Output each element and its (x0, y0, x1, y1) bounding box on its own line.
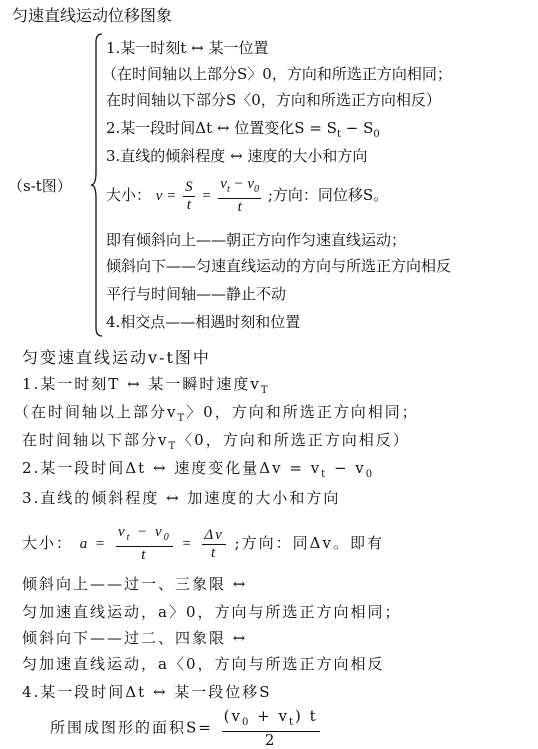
fraction-vt-minus-v0-over-t: $\frac{v_t - v_0}{t}$ (220, 176, 260, 215)
st-line-4: 2.某一段时间Δt ↔ 位置变化$S = S_t - S_0$ (106, 119, 380, 140)
st-line-8: 倾斜向下——匀速直线运动的方向与所选正方向相反 (106, 257, 452, 275)
st-line-1: 1.某一时刻t ↔ 某一位置 (106, 39, 269, 57)
vt-line-9: 倾斜向下——过二、四象限 ↔ (22, 629, 248, 647)
vt-line-12-area-formula: 所围成图形的面积S= $\frac{(v_0 + v_t) t}{2}$ (50, 707, 318, 749)
vt-line-2: （在时间轴以上部分$v_T$〉0，方向和所选正方向相同； (14, 403, 419, 424)
fraction-area: $\frac{(v_0 + v_t) t}{2}$ (223, 707, 318, 749)
vt-line-4: 2.某一段时间Δt ↔ 速度变化量$\Delta v = v_t - v_0$ (22, 459, 375, 480)
vt-line-7: 倾斜向上——过一、三象限 ↔ (22, 575, 248, 593)
group-label-st-graph: （s-t图） (8, 177, 72, 195)
st-line-6-velocity-formula: 大小： v = $\frac{S}{t}$ = $\frac{v_t - v_0}{t}$ ;方向：同位移S。 (106, 176, 389, 215)
st-line-3: 在时间轴以下部分S〈0，方向和所选正方向相反） (106, 91, 441, 109)
st-line-5: 3.直线的倾斜程度 ↔ 速度的大小和方向 (106, 147, 368, 165)
st-line-7: 即有倾斜向上——朝正方向作匀速直线运动； (106, 231, 407, 249)
vt-line-1: 1.某一时刻T ↔ 某一瞬时速度$v_T$ (22, 375, 270, 396)
fraction-dv-over-t: $\frac{\Delta v}{t}$ (204, 526, 224, 561)
section-title-vt-graph: 匀变速直线运动v-t图中 (22, 348, 211, 367)
st-line-9: 平行与时间轴——静止不动 (106, 285, 287, 303)
fraction-vt-minus-v0-over-t: $\frac{v_t - v_0}{t}$ (117, 524, 171, 563)
vt-line-6-acceleration-formula: 大小： a = $\frac{v_t - v_0}{t}$ = $\frac{\Delta v}{t}$ ;方向：同Δv。即有 (22, 524, 384, 563)
section-title-uniform-motion: 匀速直线运动位移图象 (12, 6, 173, 25)
vt-line-11: 4.某一段时间Δt ↔ 某一段位移S (22, 683, 272, 701)
st-line-2: （在时间轴以上部分S〉0，方向和所选正方向相同； (102, 65, 452, 83)
vt-line-3: 在时间轴以下部分$v_T$〈0，方向和所选正方向相反） (22, 431, 410, 452)
vt-line-10: 匀加速直线运动，a〈0，方向与所选正方向相反 (22, 655, 385, 673)
vt-line-8: 匀加速直线运动，a〉0，方向与所选正方向相同； (22, 603, 402, 621)
vt-line-5: 3.直线的倾斜程度 ↔ 加速度的大小和方向 (22, 489, 341, 507)
st-line-10: 4.相交点——相遇时刻和位置 (106, 313, 301, 331)
fraction-s-over-t: $\frac{S}{t}$ (185, 178, 193, 213)
